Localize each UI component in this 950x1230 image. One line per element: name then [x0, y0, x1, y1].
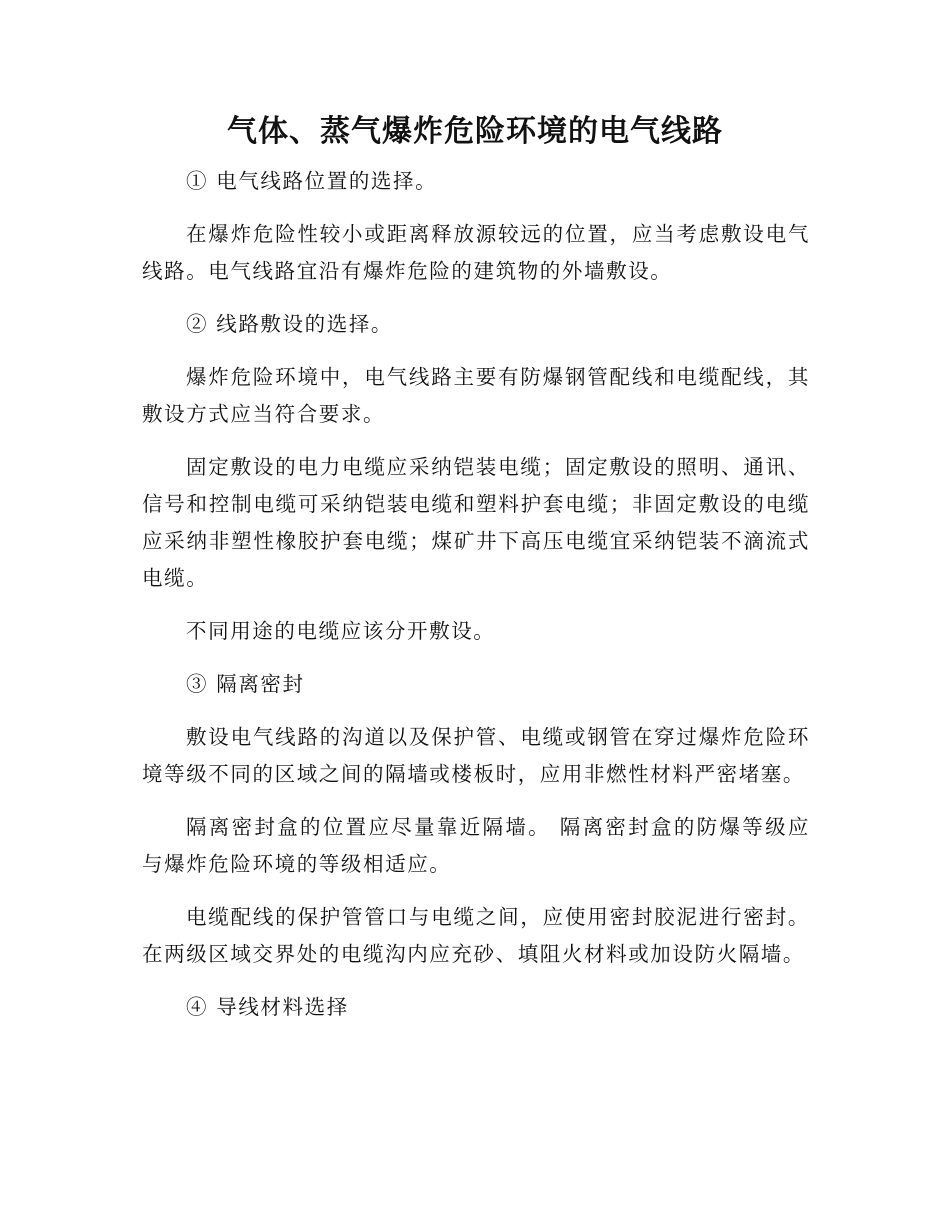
paragraph-sealing-walls: 敷设电气线路的沟道以及保护管、电缆或钢管在穿过爆炸危险环境等级不同的区域之间的隔墙或楼板时，应用非燃性材料严密堵塞。 — [142, 725, 810, 786]
document-title: 气体、蒸气爆炸危险环境的电气线路 — [227, 114, 723, 149]
section-heading-2: ② 线路敷设的选择。 — [186, 312, 394, 336]
section-heading-3: ③ 隔离密封 — [186, 672, 305, 696]
paragraph-cable-types: 固定敷设的电力电缆应采纳铠装电缆；固定敷设的照明、通讯、信号和控制电缆可采纳铠装电缆和塑料护套电缆；非固定敷设的电缆应采纳非塑性橡胶护套电缆；煤矿井下高压电缆宜采纳铠装不滴流式电缆。 — [142, 455, 810, 590]
section-heading-1: ① 电气线路位置的选择。 — [186, 169, 438, 193]
paragraph-location: 在爆炸危险性较小或距离释放源较远的位置，应当考虑敷设电气线路。电气线路宜沿有爆炸危险的建筑物的外墙敷设。 — [142, 222, 810, 283]
paragraph-sealing-box: 隔离密封盒的位置应尽量靠近隔墙。 隔离密封盒的防爆等级应与爆炸危险环境的等级相适应。 — [142, 815, 810, 876]
paragraph-sealing-cable: 电缆配线的保护管管口与电缆之间，应使用密封胶泥进行密封。在两级区域交界处的电缆沟内应充砂、填阻火材料或加设防火隔墙。 — [142, 905, 810, 966]
document-body — [142, 163, 810, 1042]
paragraph-separate-laying: 不同用途的电缆应该分开敷设。 — [186, 619, 496, 643]
paragraph-wiring-methods: 爆炸危险环境中，电气线路主要有防爆钢管配线和电缆配线，其敷设方式应当符合要求。 — [142, 365, 810, 426]
section-heading-4: ④ 导线材料选择 — [186, 995, 349, 1019]
